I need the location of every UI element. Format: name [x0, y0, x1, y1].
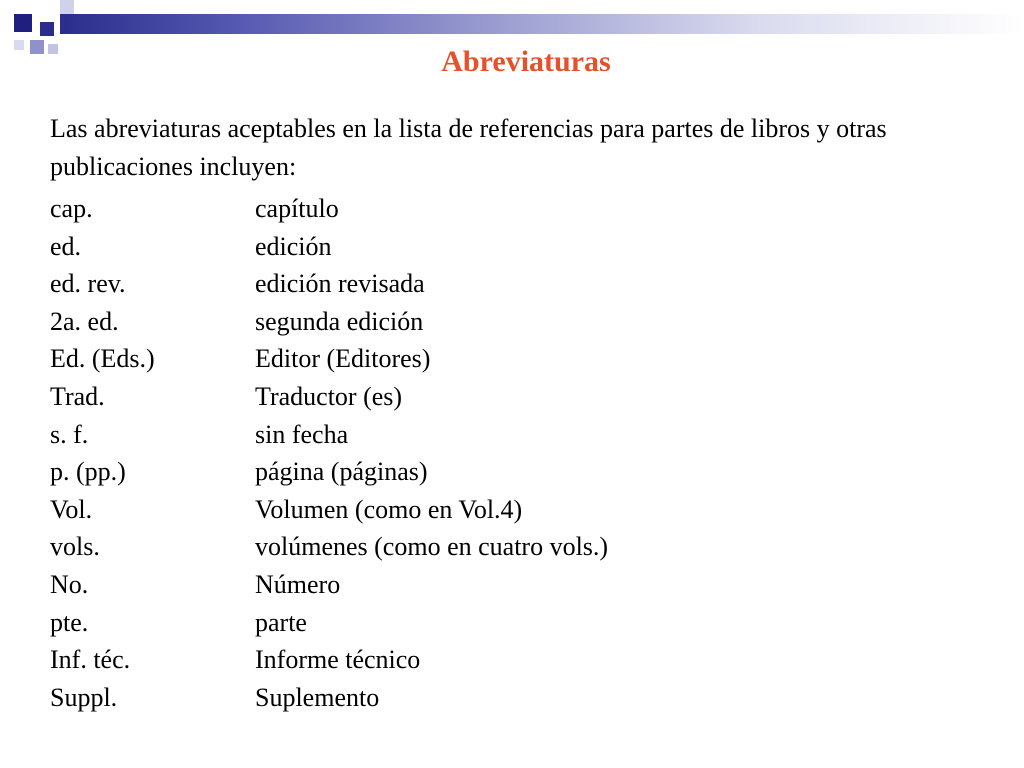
list-item [50, 491, 950, 529]
abbreviation-meaning: Número [255, 569, 341, 599]
list-item [50, 303, 950, 341]
intro-text: Las abreviaturas aceptables en la lista de referencias para partes de libros y otras publicaciones incluyen: [50, 114, 887, 181]
abbreviation-meaning: volúmenes (como en cuatro vols.) [255, 532, 609, 562]
list-item [50, 679, 950, 717]
list-item [50, 566, 950, 604]
abbreviation: s. f. [50, 419, 89, 449]
abbreviation: cap. [50, 194, 93, 223]
abbreviation-meaning: Traductor (es) [255, 381, 403, 411]
abbreviation-meaning: edición [255, 231, 332, 261]
slide-title: Abreviaturas [441, 45, 611, 78]
abbreviation: Suppl. [50, 682, 118, 712]
list-item [50, 265, 950, 303]
abbreviation: 2a. ed. [50, 306, 119, 336]
abbreviation-meaning: Informe técnico [255, 645, 421, 675]
list-item [50, 340, 950, 378]
decoration-square [40, 22, 54, 36]
abbreviation-meaning: edición revisada [255, 269, 425, 299]
abbreviation: No. [50, 569, 89, 599]
abbreviation: vols. [50, 532, 100, 562]
decoration-square [14, 14, 32, 32]
abbreviation: Ed. (Eds.) [50, 344, 155, 374]
abbreviation-meaning: segunda edición [255, 306, 424, 336]
abbreviation: pte. [50, 607, 89, 637]
abbreviation: ed. [50, 231, 82, 261]
abbreviation-meaning: página (páginas) [255, 457, 428, 487]
abbreviation-meaning: Editor (Editores) [255, 344, 431, 374]
list-item [50, 228, 950, 266]
list-item [50, 416, 950, 454]
abbreviation: p. (pp.) [50, 457, 126, 487]
abbreviation-meaning: Volumen (como en Vol.4) [255, 494, 523, 524]
abbreviation-list [50, 190, 950, 716]
list-item [50, 190, 950, 228]
abbreviation: Inf. téc. [50, 645, 131, 675]
abbreviation: Vol. [50, 494, 93, 524]
list-item [50, 453, 950, 491]
abbreviation-meaning: capítulo [255, 194, 339, 223]
abbreviation-meaning: sin fecha [255, 419, 349, 449]
abbreviation-meaning: parte [255, 607, 307, 637]
decoration-square [60, 0, 74, 14]
abbreviation: Trad. [50, 381, 105, 411]
list-item [50, 604, 950, 642]
abbreviation-meaning: Suplemento [255, 682, 380, 712]
header-decoration-bar [60, 14, 1024, 34]
abbreviation: ed. rev. [50, 269, 126, 299]
list-item [50, 378, 950, 416]
list-item [50, 641, 950, 679]
list-item [50, 528, 950, 566]
